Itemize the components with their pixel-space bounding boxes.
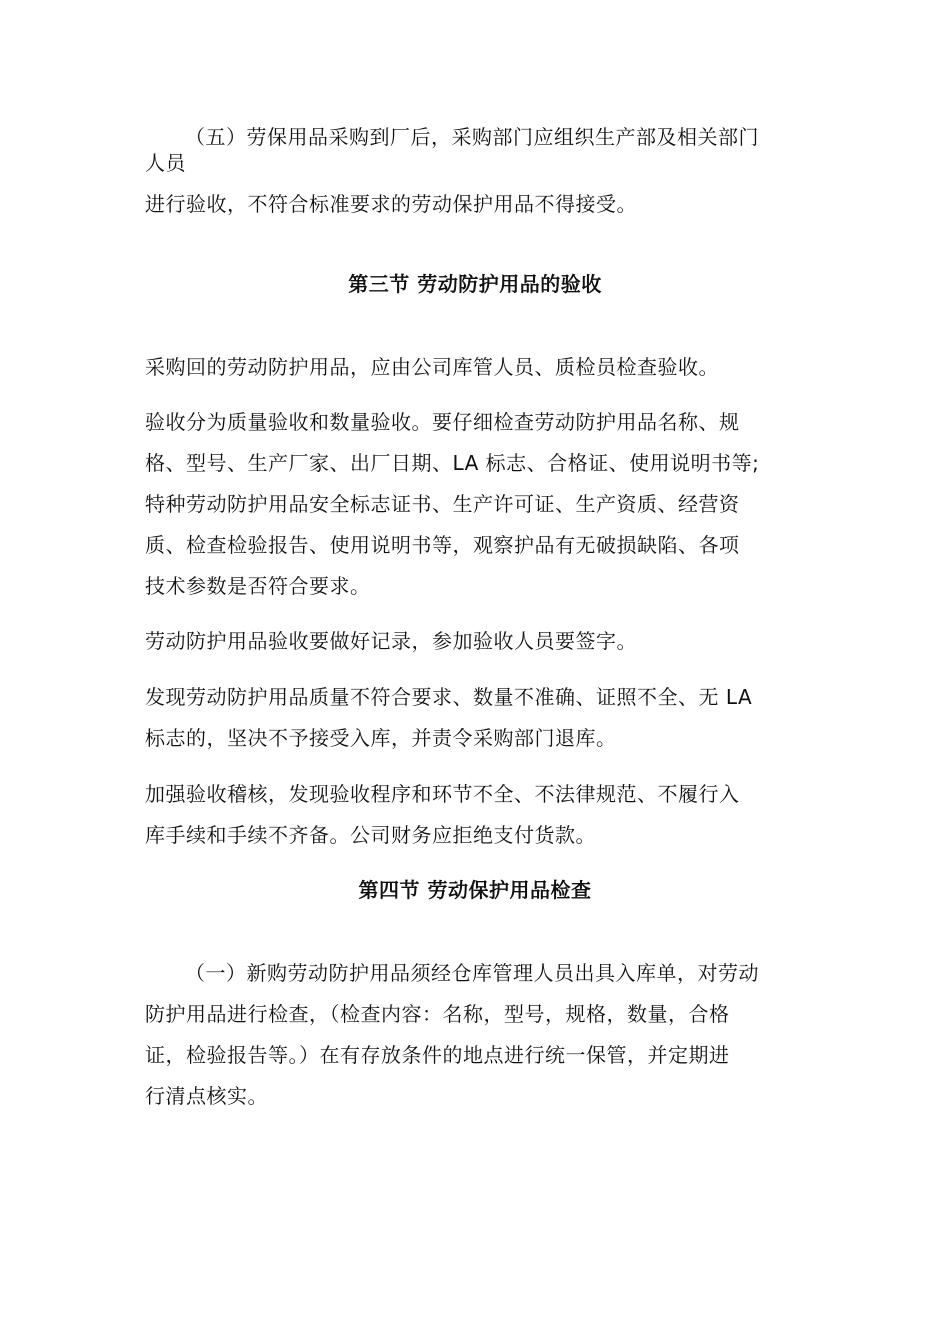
section-3-paragraph-2-line-4: 质、检查检验报告、使用说明书等，观察护品有无破损缺陷、各项 — [145, 533, 740, 557]
section-3-paragraph-2-line-2: 格、型号、生产厂家、出厂日期、LA 标志、合格证、使用说明书等; — [145, 451, 760, 475]
section-4-heading: 第四节 劳动保护用品检查 — [358, 878, 592, 902]
section-3-paragraph-2-line-1: 验收分为质量验收和数量验收。要仔细检查劳动防护用品名称、规 — [145, 410, 740, 434]
section-3-paragraph-4-line-2: 标志的，坚决不予接受入库，并责令采购部门退库。 — [145, 726, 617, 750]
section-3-paragraph-5-line-1: 加强验收稽核，发现验收程序和环节不全、不法律规范、不履行入 — [145, 782, 740, 806]
intro-line-3: 进行验收，不符合标准要求的劳动保护用品不得接受。 — [145, 192, 637, 216]
section-3-paragraph-2-line-3: 特种劳动防护用品安全标志证书、生产许可证、生产资质、经营资 — [145, 492, 740, 516]
section-4-paragraph-1-line-4: 行清点核实。 — [145, 1084, 268, 1108]
section-3-paragraph-1-line-1: 采购回的劳动防护用品，应由公司库管人员、质检员检查验收。 — [145, 355, 719, 379]
section-3-paragraph-3-line-1: 劳动防护用品验收要做好记录，参加验收人员要签字。 — [145, 629, 637, 653]
section-3-paragraph-2-line-5: 技术参数是否符合要求。 — [145, 574, 371, 598]
section-4-paragraph-1-line-3: 证，检验报告等。）在有存放条件的地点进行统一保管，并定期进 — [145, 1043, 730, 1067]
intro-line-2: 人员 — [145, 151, 186, 175]
section-3-paragraph-5-line-2: 库手续和手续不齐备。公司财务应拒绝支付货款。 — [145, 823, 596, 847]
section-3-heading: 第三节 劳动防护用品的验收 — [348, 272, 602, 296]
section-4-paragraph-1-line-1: （一）新购劳动防护用品须经仓库管理人员出具入库单，对劳动 — [185, 961, 759, 985]
section-3-paragraph-4-line-1: 发现劳动防护用品质量不符合要求、数量不准确、证照不全、无 LA — [145, 685, 753, 709]
section-4-paragraph-1-line-2: 防护用品进行检查，（检查内容：名称，型号，规格，数量，合格 — [145, 1002, 730, 1026]
intro-line-1: （五）劳保用品采购到厂后，采购部门应组织生产部及相关部门 — [185, 125, 759, 149]
